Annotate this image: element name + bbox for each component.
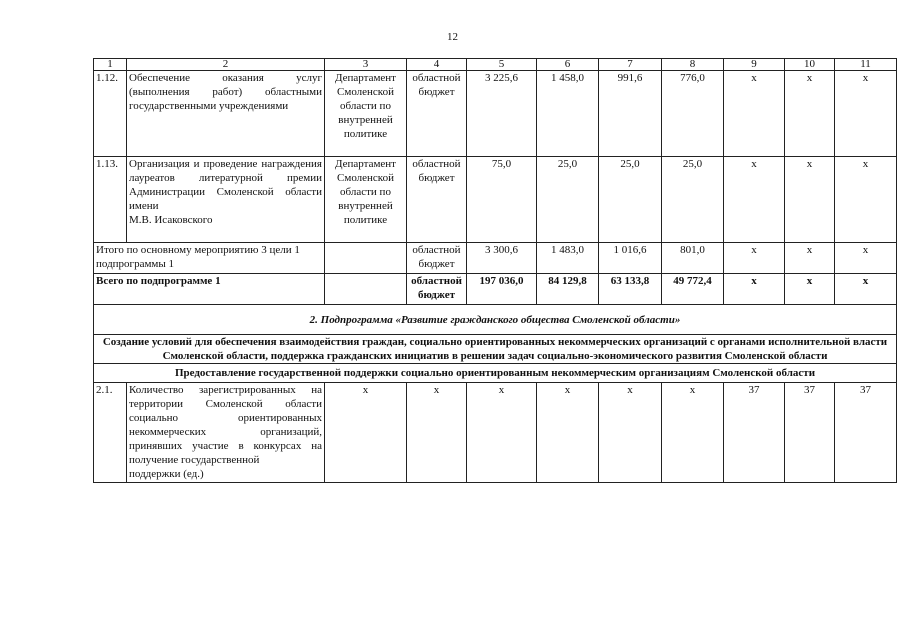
indicator-name-last-line: поддержки (ед.) bbox=[129, 468, 204, 480]
funding-source: областной бюджет bbox=[407, 71, 467, 157]
amount-year-3: х bbox=[662, 383, 724, 483]
funding-source: х bbox=[407, 383, 467, 483]
header-cell: 6 bbox=[537, 59, 599, 71]
subprogram-2-row bbox=[94, 305, 897, 335]
row-number: 1.13. bbox=[94, 157, 127, 243]
task-row bbox=[94, 364, 897, 383]
indicator-2: х bbox=[785, 274, 835, 305]
indicator-3: х bbox=[835, 274, 897, 305]
indicator-2: х bbox=[785, 157, 835, 243]
amount-year-1: 25,0 bbox=[537, 157, 599, 243]
executor bbox=[325, 274, 407, 305]
row-number: 1.12. bbox=[94, 71, 127, 157]
header-cell: 3 bbox=[325, 59, 407, 71]
amount-year-3: 801,0 bbox=[662, 243, 724, 274]
indicator-3: 37 bbox=[835, 383, 897, 483]
amount-year-2: 991,6 bbox=[599, 71, 662, 157]
indicator-1: х bbox=[724, 274, 785, 305]
funding-source: областной бюджет bbox=[407, 274, 467, 305]
amount-total: х bbox=[467, 383, 537, 483]
indicator-2: х bbox=[785, 71, 835, 157]
goal-row bbox=[94, 335, 897, 364]
amount-year-1: х bbox=[537, 383, 599, 483]
amount-total: 197 036,0 bbox=[467, 274, 537, 305]
table-row-1-12 bbox=[94, 71, 897, 157]
header-cell: 2 bbox=[127, 59, 325, 71]
indicator-name-cell bbox=[127, 383, 325, 483]
amount-year-1: 84 129,8 bbox=[537, 274, 599, 305]
task-text: Предоставление государственной поддержки социально ориентированным некоммерческим организациям Смоленской области bbox=[94, 364, 897, 383]
indicator-3: х bbox=[835, 243, 897, 274]
total-label: Всего по подпрограмме 1 bbox=[94, 274, 325, 305]
header-cell: 10 bbox=[785, 59, 835, 71]
executor bbox=[325, 243, 407, 274]
amount-year-2: х bbox=[599, 383, 662, 483]
table-row-2-1 bbox=[94, 383, 897, 483]
header-cell: 1 bbox=[94, 59, 127, 71]
subprogram-title: 2. Подпрограмма «Развитие гражданского общества Смоленской области» bbox=[94, 305, 897, 335]
amount-year-3: 49 772,4 bbox=[662, 274, 724, 305]
activity-name: Обеспечение оказания услуг (выполнения работ) областными государственными учреждениями bbox=[127, 71, 325, 157]
amount-total: 3 300,6 bbox=[467, 243, 537, 274]
indicator-1: х bbox=[724, 71, 785, 157]
amount-year-2: 63 133,8 bbox=[599, 274, 662, 305]
indicator-1: 37 bbox=[724, 383, 785, 483]
amount-total: 3 225,6 bbox=[467, 71, 537, 157]
header-cell: 5 bbox=[467, 59, 537, 71]
activity-name: Организация и проведение награждения лауреатов литературной премии Администрации Смоленской области имени bbox=[129, 158, 322, 212]
executor: х bbox=[325, 383, 407, 483]
amount-year-2: 25,0 bbox=[599, 157, 662, 243]
funding-source: областной бюджет bbox=[407, 243, 467, 274]
amount-year-1: 1 483,0 bbox=[537, 243, 599, 274]
indicator-1: х bbox=[724, 243, 785, 274]
amount-year-2: 1 016,6 bbox=[599, 243, 662, 274]
activity-name-last-line: М.В. Исаковского bbox=[129, 214, 213, 226]
header-cell: 9 bbox=[724, 59, 785, 71]
indicator-name: Количество зарегистрированных на территории Смоленской области социально ориентированных некоммерческих организаций, принявших участие в конкурсах на получение государственной bbox=[129, 384, 322, 466]
amount-year-3: 776,0 bbox=[662, 71, 724, 157]
amount-year-1: 1 458,0 bbox=[537, 71, 599, 157]
funding-source: областной бюджет bbox=[407, 157, 467, 243]
goal-text: Создание условий для обеспечения взаимодействия граждан, социально ориентированных некоммерческих организаций с органами исполнительной власти Смоленской области, поддержка гражданских инициатив в решении задач социально-экономического развития Смоленской области bbox=[94, 335, 897, 364]
page-number: 12 bbox=[447, 31, 458, 43]
executor: Департамент Смоленской области по внутренней политике bbox=[325, 71, 407, 157]
indicator-2: х bbox=[785, 243, 835, 274]
header-row bbox=[94, 59, 897, 71]
amount-total: 75,0 bbox=[467, 157, 537, 243]
header-cell: 8 bbox=[662, 59, 724, 71]
table-row-vsego bbox=[94, 274, 897, 305]
indicator-3: х bbox=[835, 71, 897, 157]
activity-name-cell bbox=[127, 157, 325, 243]
row-number: 2.1. bbox=[94, 383, 127, 483]
indicator-3: х bbox=[835, 157, 897, 243]
indicator-1: х bbox=[724, 157, 785, 243]
header-cell: 11 bbox=[835, 59, 897, 71]
table-row-itogo bbox=[94, 243, 897, 274]
header-cell: 4 bbox=[407, 59, 467, 71]
indicator-2: 37 bbox=[785, 383, 835, 483]
header-cell: 7 bbox=[599, 59, 662, 71]
subtotal-label: Итого по основному мероприятию 3 цели 1 подпрограммы 1 bbox=[94, 243, 325, 274]
program-table bbox=[93, 58, 897, 483]
table-row-1-13 bbox=[94, 157, 897, 243]
amount-year-3: 25,0 bbox=[662, 157, 724, 243]
executor: Департамент Смоленской области по внутренней политике bbox=[325, 157, 407, 243]
